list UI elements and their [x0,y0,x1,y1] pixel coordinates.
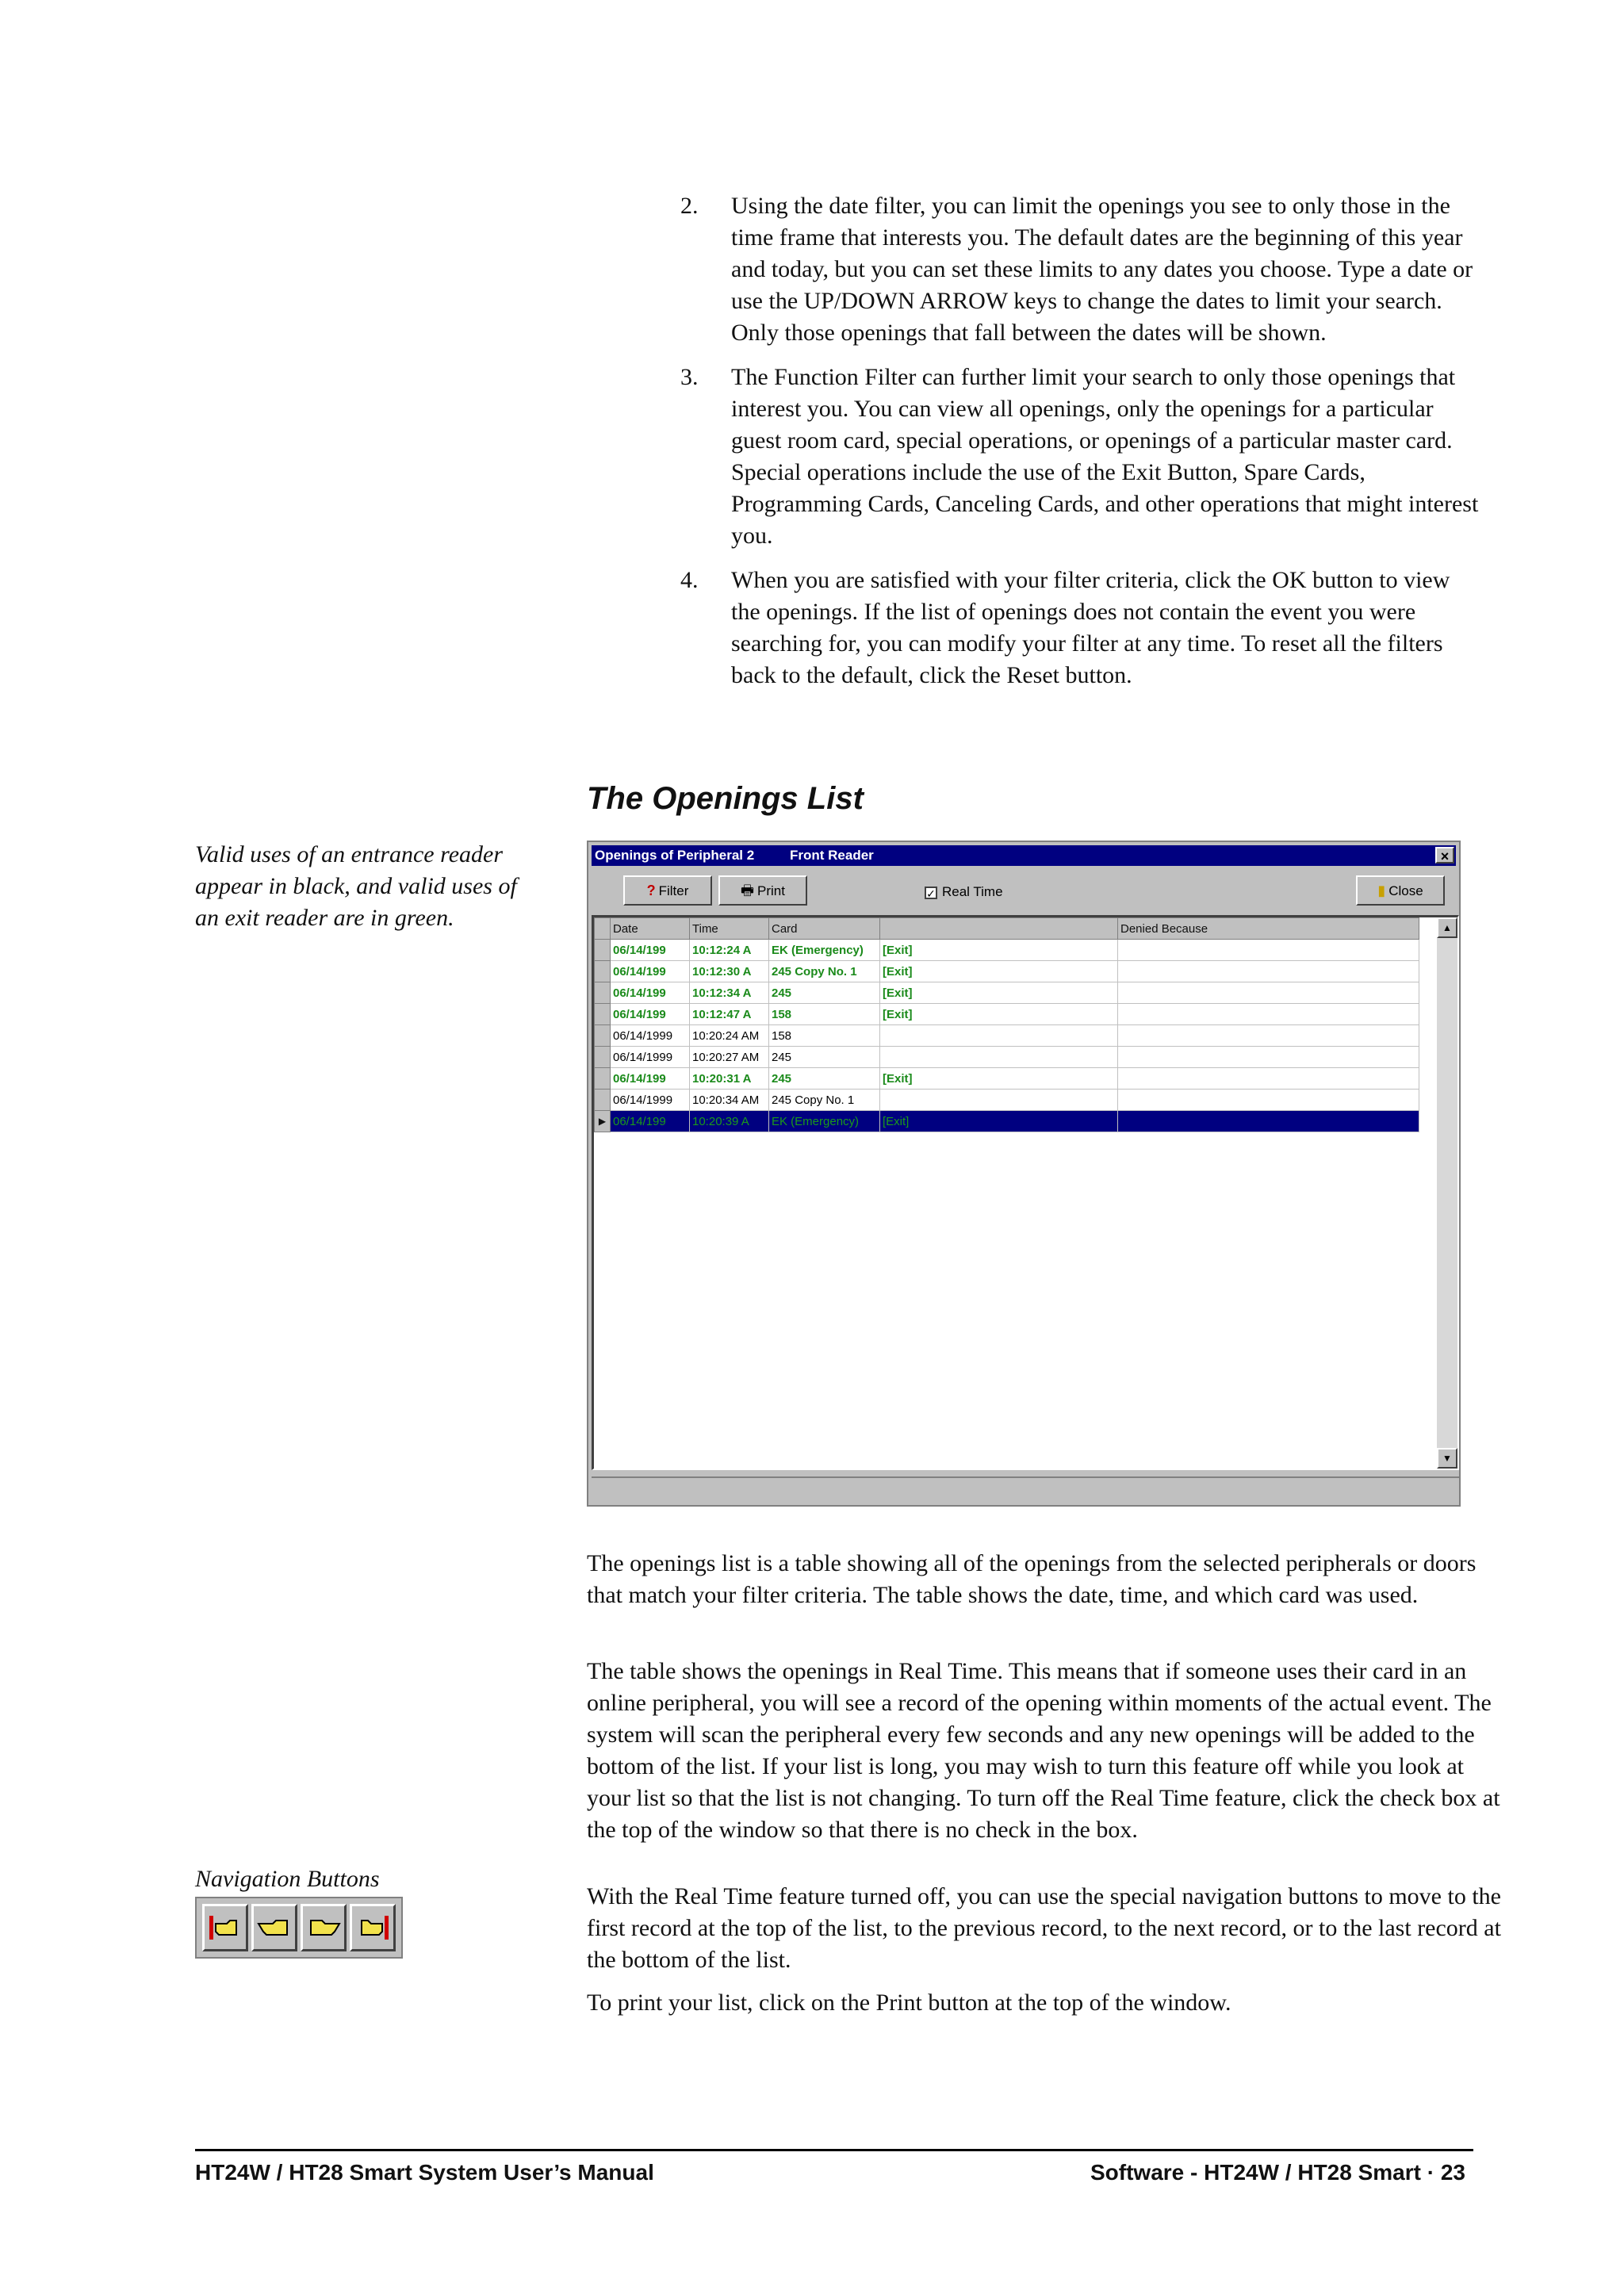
next-record-button[interactable] [301,1904,347,1951]
cell-exit: [Exit] [880,1004,1118,1025]
column-header-denied[interactable]: Denied Because [1118,918,1419,940]
cell-date: 06/14/199 [611,961,690,982]
empty-cell [1118,1194,1419,1215]
openings-table [594,917,1419,1442]
empty-cell [690,1235,769,1256]
empty-cell [769,1194,880,1215]
print-button-label: Print [757,883,785,898]
filter-button[interactable] [623,875,712,906]
empty-cell [595,1277,611,1297]
empty-cell [880,1338,1118,1359]
row-indicator[interactable] [595,1004,611,1025]
paragraph: The table shows the openings in Real Time. This means that if someone uses their card in an online peripheral, you will see a record of the opening within moments of the actual event. The system will scan the peripheral every few seconds and any new openings will be added to the bottom of the list. If your list is long, you may wish to turn this feature off while you look at your list so that the list is not changing. To turn off the Real Time feature, click the check box at the top of the window so that there is no check in the box. [587,1658,1500,1843]
empty-cell [611,1338,690,1359]
empty-cell [1118,1359,1419,1380]
empty-cell [595,1215,611,1235]
empty-cell [1118,1256,1419,1277]
table-row[interactable] [595,1047,1419,1068]
empty-row [595,1318,1419,1338]
cell-card: 158 [769,1025,880,1047]
empty-cell [1118,1380,1419,1400]
empty-cell [611,1277,690,1297]
empty-cell [769,1400,880,1421]
empty-cell [880,1297,1118,1318]
table-header-row [595,918,1419,940]
empty-cell [880,1194,1118,1215]
cell-exit: [Exit] [880,940,1118,961]
cell-date: 06/14/199 [611,982,690,1004]
step-text: Using the date filter, you can limit the openings you see to only those in the time frame that interests you. The default dates are the beginning of this year and today, but you can set these limits to any dates you choose. Type a date or use the UP/DOWN ARROW keys to change the dates to limit your search. Only those openings that fall between the dates will be shown. [731,193,1473,346]
empty-cell [1118,1421,1419,1442]
cell-exit: [Exit] [880,1111,1118,1132]
first-record-button[interactable] [202,1904,248,1951]
empty-row [595,1277,1419,1297]
cell-denied [1118,1111,1419,1132]
vertical-scrollbar[interactable] [1437,917,1457,1469]
step-number: 4. [680,567,699,593]
empty-cell [1118,1277,1419,1297]
empty-cell [769,1359,880,1380]
empty-cell [690,1318,769,1338]
table-row[interactable] [595,940,1419,961]
empty-cell [690,1132,769,1154]
empty-row [595,1132,1419,1154]
real-time-toggle[interactable] [925,883,1003,901]
empty-cell [769,1132,880,1154]
cell-denied [1118,1047,1419,1068]
empty-cell [880,1277,1118,1297]
cell-denied [1118,1025,1419,1047]
footer-rule [195,2149,1473,2151]
cell-denied [1118,1068,1419,1090]
openings-grid [592,915,1459,1470]
navigation-buttons [195,1897,403,1959]
step-number: 3. [680,364,699,390]
real-time-checkbox[interactable]: ✓ [925,887,937,899]
empty-row [595,1256,1419,1277]
cell-time: 10:12:24 A [690,940,769,961]
empty-cell [595,1400,611,1421]
empty-cell [1118,1338,1419,1359]
empty-cell [611,1297,690,1318]
empty-row [595,1215,1419,1235]
empty-cell [611,1215,690,1235]
openings-window [587,841,1461,1507]
table-row[interactable] [595,982,1419,1004]
step-3 [680,362,1481,552]
paragraph: With the Real Time feature turned off, you can use the special navigation buttons to move to the first record at the top of the list, to the previous record, to the next record, or to the last record at the bottom of the list. [587,1883,1501,1973]
empty-cell [595,1194,611,1215]
cell-exit [880,1090,1118,1111]
last-record-button[interactable] [350,1904,396,1951]
empty-cell [1118,1215,1419,1235]
empty-cell [595,1318,611,1338]
empty-cell [769,1153,880,1174]
cell-time: 10:20:31 A [690,1068,769,1090]
cell-denied [1118,982,1419,1004]
cell-exit: [Exit] [880,1068,1118,1090]
cell-time: 10:12:47 A [690,1004,769,1025]
empty-cell [769,1235,880,1256]
column-header-time[interactable]: Time [690,918,769,940]
empty-cell [611,1256,690,1277]
cell-date: 06/14/199 [611,1111,690,1132]
empty-cell [769,1318,880,1338]
row-indicator[interactable] [595,961,611,982]
reader-name: Front Reader [790,848,874,863]
row-indicator[interactable] [595,1025,611,1047]
cell-date: 06/14/1999 [611,1090,690,1111]
cell-date: 06/14/1999 [611,1047,690,1068]
empty-cell [1118,1235,1419,1256]
row-indicator[interactable] [595,982,611,1004]
previous-record-button[interactable] [251,1904,297,1951]
title-bar [592,845,1456,866]
empty-cell [690,1174,769,1194]
empty-cell [769,1256,880,1277]
cell-time: 10:20:34 AM [690,1090,769,1111]
empty-cell [611,1235,690,1256]
empty-cell [690,1338,769,1359]
indicator-header [595,918,611,940]
empty-cell [611,1174,690,1194]
empty-cell [769,1215,880,1235]
empty-row [595,1235,1419,1256]
empty-cell [880,1256,1118,1277]
step-number: 2. [680,193,699,219]
empty-cell [769,1421,880,1442]
cell-card: 245 [769,982,880,1004]
empty-cell [595,1421,611,1442]
empty-row [595,1174,1419,1194]
row-indicator[interactable] [595,1047,611,1068]
empty-cell [769,1338,880,1359]
numbered-steps [680,190,1481,704]
empty-cell [1118,1318,1419,1338]
empty-cell [595,1338,611,1359]
hand-previous-icon [254,1906,295,1949]
table-row[interactable] [595,1025,1419,1047]
hand-next-icon [303,1906,344,1949]
empty-cell [690,1194,769,1215]
step-4 [680,565,1481,691]
empty-cell [611,1380,690,1400]
empty-cell [595,1174,611,1194]
cell-denied [1118,961,1419,982]
cell-card: EK (Emergency) [769,940,880,961]
empty-cell [611,1400,690,1421]
empty-row [595,1359,1419,1380]
empty-cell [880,1132,1118,1154]
door-icon: ▮ [1377,883,1386,898]
real-time-label: Real Time [942,884,1003,899]
status-bar [592,1476,1459,1500]
empty-row [595,1400,1419,1421]
column-header-date[interactable]: Date [611,918,690,940]
cell-time: 10:12:30 A [690,961,769,982]
cell-time: 10:20:24 AM [690,1025,769,1047]
empty-cell [611,1359,690,1380]
empty-cell [595,1153,611,1174]
cell-card: 245 Copy No. 1 [769,961,880,982]
table-row[interactable] [595,1004,1419,1025]
empty-cell [880,1359,1118,1380]
column-header-card[interactable]: Card [769,918,880,940]
footer-page-info: Software - HT24W / HT28 Smart · 23 [1090,2160,1465,2185]
empty-cell [880,1318,1118,1338]
cell-exit [880,1047,1118,1068]
cell-date: 06/14/199 [611,940,690,961]
cell-card: 158 [769,1004,880,1025]
empty-cell [690,1400,769,1421]
cell-denied [1118,1090,1419,1111]
paragraph: The openings list is a table showing all of the openings from the selected peripherals or doors that match your filter criteria. The table shows the date, time, and which card was used. [587,1550,1477,1608]
empty-cell [1118,1132,1419,1154]
empty-row [595,1194,1419,1215]
empty-cell [690,1421,769,1442]
filter-icon: ? [646,883,656,898]
empty-cell [769,1277,880,1297]
empty-cell [1118,1400,1419,1421]
hand-last-icon [352,1906,393,1949]
empty-cell [611,1132,690,1154]
side-note: Valid uses of an entrance reader appear in black, and valid uses of an exit reader are in green. [195,841,517,931]
cell-exit: [Exit] [880,961,1118,982]
empty-cell [595,1235,611,1256]
empty-cell [769,1174,880,1194]
table-row[interactable] [595,1090,1419,1111]
cell-card: 245 [769,1047,880,1068]
cell-time: 10:12:34 A [690,982,769,1004]
empty-cell [690,1380,769,1400]
window-title: Openings of Peripheral 2 [595,848,755,863]
cell-exit [880,1025,1118,1047]
cell-denied [1118,940,1419,961]
cell-denied [1118,1004,1419,1025]
step-text: When you are satisfied with your filter criteria, click the OK button to view the openings. If the list of openings does not contain the event you were searching for, you can modify your filter at any time. To reset all the filters back to the default, click the Reset button. [731,567,1450,688]
footer-manual-title: HT24W / HT28 Smart System User’s Manual [195,2160,654,2185]
empty-cell [880,1174,1118,1194]
scroll-down-arrow-icon[interactable]: ▼ [1437,1448,1457,1469]
empty-cell [611,1194,690,1215]
empty-cell [690,1297,769,1318]
empty-cell [611,1318,690,1338]
empty-cell [611,1153,690,1174]
empty-row [595,1380,1419,1400]
print-button[interactable] [718,875,807,906]
empty-cell [880,1215,1118,1235]
empty-cell [595,1380,611,1400]
empty-cell [690,1359,769,1380]
cell-card: 245 [769,1068,880,1090]
paragraph: To print your list, click on the Print button at the top of the window. [587,1990,1231,2016]
row-indicator[interactable] [595,1068,611,1090]
empty-cell [1118,1153,1419,1174]
empty-row [595,1153,1419,1174]
table-row[interactable] [595,961,1419,982]
empty-cell [595,1359,611,1380]
toolbar [592,869,1456,910]
row-indicator[interactable]: ▶ [595,1111,611,1132]
close-icon[interactable]: × [1435,847,1454,864]
cell-time: 10:20:39 A [690,1111,769,1132]
close-button-label: Close [1388,883,1423,898]
empty-cell [690,1277,769,1297]
empty-cell [690,1153,769,1174]
close-button[interactable] [1356,875,1445,906]
empty-cell [595,1297,611,1318]
column-header-blank[interactable] [880,918,1118,940]
table-row[interactable] [595,1068,1419,1090]
cell-date: 06/14/199 [611,1068,690,1090]
empty-cell [595,1132,611,1154]
empty-cell [595,1256,611,1277]
row-indicator[interactable] [595,940,611,961]
empty-cell [1118,1297,1419,1318]
empty-cell [880,1153,1118,1174]
empty-cell [769,1380,880,1400]
step-text: The Function Filter can further limit your search to only those openings that interest you. You can view all openings, only the openings for a particular guest room card, special operations, or openings of a particular master card. Special operations include the use of the Exit Button, Spare Cards, Programming Cards, Canceling Cards, and other operations that might interest you. [731,364,1479,549]
empty-cell [690,1215,769,1235]
row-indicator[interactable] [595,1090,611,1111]
empty-cell [769,1297,880,1318]
cell-time: 10:20:27 AM [690,1047,769,1068]
empty-row [595,1297,1419,1318]
step-2 [680,190,1481,349]
cell-card: EK (Emergency) [769,1111,880,1132]
empty-cell [880,1235,1118,1256]
empty-cell [611,1421,690,1442]
cell-card: 245 Copy No. 1 [769,1090,880,1111]
empty-row [595,1338,1419,1359]
empty-cell [690,1256,769,1277]
table-row[interactable] [595,1111,1419,1132]
empty-row [595,1421,1419,1442]
scroll-up-arrow-icon[interactable]: ▲ [1437,917,1457,938]
navigation-caption: Navigation Buttons [195,1866,380,1892]
cell-exit: [Exit] [880,982,1118,1004]
empty-cell [880,1380,1118,1400]
section-heading: The Openings List [587,781,864,816]
empty-cell [1118,1174,1419,1194]
cell-date: 06/14/1999 [611,1025,690,1047]
hand-first-icon [205,1906,246,1949]
empty-cell [880,1400,1118,1421]
empty-cell [880,1421,1118,1442]
filter-button-label: Filter [658,883,689,898]
printer-icon: 🖶 [741,883,755,898]
cell-date: 06/14/199 [611,1004,690,1025]
